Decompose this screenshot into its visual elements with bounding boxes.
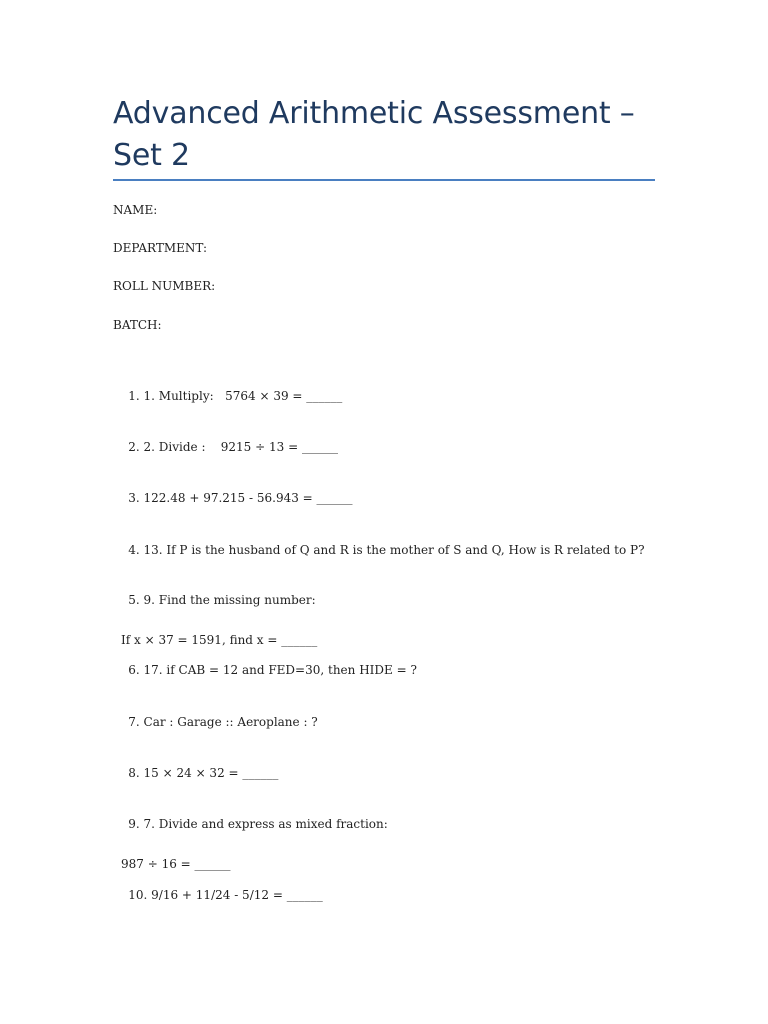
question-7-text: 7. Car : Garage :: Aeroplane : ? — [128, 715, 318, 729]
question-3-text: 3. 122.48 + 97.215 - 56.943 = ______ — [128, 491, 353, 505]
question-6-text: 6. 17. if CAB = 12 and FED=30, then HIDE = ? — [128, 663, 417, 677]
document-title: Advanced Arithmetic Assessment – Set 2 — [113, 96, 635, 173]
roll-number-field-label: ROLL NUMBER: — [113, 279, 216, 293]
question-5-subline: If x × 37 = 1591, find x = ______ — [121, 633, 318, 647]
question-6 — [113, 640, 417, 700]
question-2-text: 2. 2. Divide : 9215 ÷ 13 = ______ — [128, 440, 338, 454]
name-field-label: NAME: — [113, 203, 158, 217]
question-10-text: 10. 9/16 + 11/24 - 5/12 = ______ — [128, 888, 323, 902]
question-1-text: 1. 1. Multiply: 5764 × 39 = ______ — [128, 389, 343, 403]
question-9-subline: 987 ÷ 16 = ______ — [121, 857, 231, 871]
question-4-text: 4. 13. If P is the husband of Q and R is the mother of S and Q, How is R related to P? — [128, 543, 645, 557]
batch-field-label: BATCH: — [113, 318, 162, 332]
question-9-text: 9. 7. Divide and express as mixed fraction: — [128, 817, 388, 831]
title-underline — [113, 179, 655, 181]
question-3 — [113, 468, 353, 528]
question-8-text: 8. 15 × 24 × 32 = ______ — [128, 766, 279, 780]
question-10 — [113, 865, 323, 925]
question-5-text: 5. 9. Find the missing number: — [128, 593, 316, 607]
department-field-label: DEPARTMENT: — [113, 241, 208, 255]
